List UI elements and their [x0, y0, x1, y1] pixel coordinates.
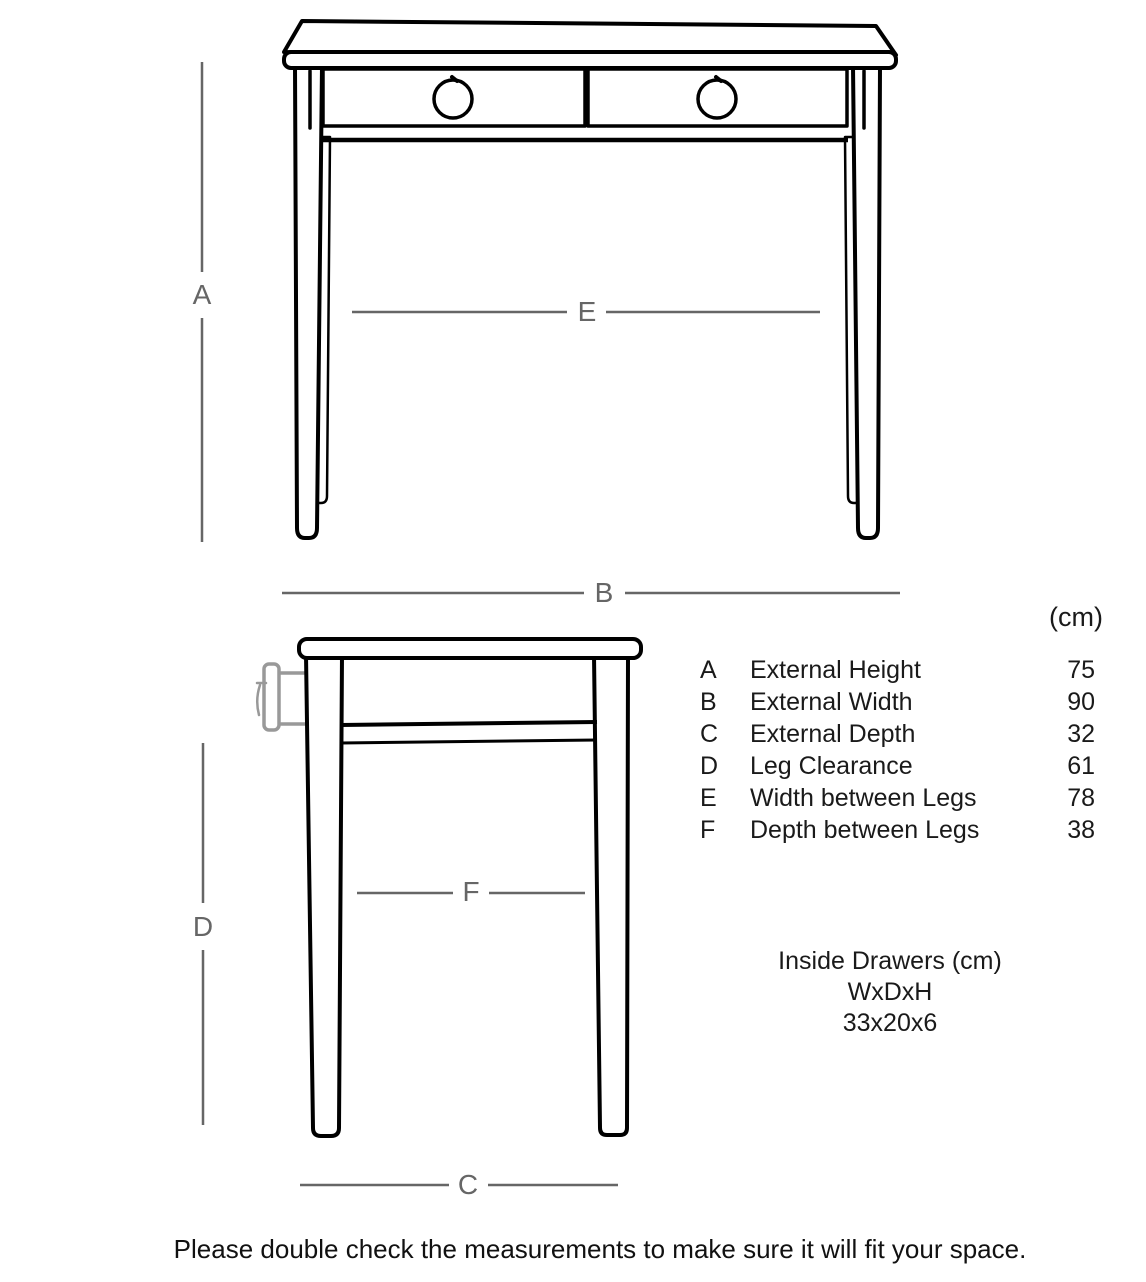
side-view-drawing: [257, 639, 641, 1136]
inside-drawers-size: 33x20x6: [842, 1009, 938, 1037]
row-value: 38: [1067, 816, 1095, 844]
row-key: A: [700, 656, 717, 684]
side-apron-rail-top: [341, 722, 597, 725]
footer-note: Please double check the measurements to make sure it will fit your space.: [173, 1234, 1027, 1264]
row-key: F: [700, 816, 716, 844]
drawer-front-panel: [264, 664, 279, 730]
front-tabletop-slab: [284, 21, 896, 55]
row-key: E: [700, 784, 717, 812]
table-row: [700, 686, 1095, 718]
side-right-leg: [594, 655, 628, 1135]
front-tabletop-edge: [284, 52, 896, 68]
inside-drawers-format: WxDxH: [847, 978, 933, 1006]
units-header: (cm): [1049, 602, 1103, 632]
row-value: 75: [1067, 656, 1095, 684]
table-row: [700, 718, 1095, 750]
row-key: D: [700, 752, 719, 780]
inside-drawers-block: [740, 946, 1040, 1039]
dim-label-e: E: [577, 296, 597, 327]
drawer-handle-side: [257, 685, 260, 715]
side-apron-rail-bottom: [341, 740, 597, 743]
dim-label-c: C: [457, 1169, 479, 1200]
dim-label-d: D: [192, 911, 214, 942]
row-name: External Depth: [750, 720, 916, 748]
row-name: External Width: [750, 688, 913, 716]
front-left-leg: [295, 66, 322, 538]
table-row: [700, 654, 1095, 686]
table-row: [700, 750, 1095, 782]
row-key: C: [700, 720, 719, 748]
row-key: B: [700, 688, 717, 716]
row-value: 61: [1067, 752, 1095, 780]
front-view-drawing: [284, 21, 896, 538]
dim-label-b: B: [594, 577, 614, 608]
row-name: Leg Clearance: [750, 752, 913, 780]
table-row: [700, 782, 1095, 814]
front-right-leg: [853, 66, 880, 538]
row-name: Depth between Legs: [750, 816, 980, 844]
table-row: [700, 814, 1095, 846]
row-name: Width between Legs: [750, 784, 977, 812]
row-name: External Height: [750, 656, 921, 684]
side-tabletop: [299, 639, 641, 658]
measurements-table: [700, 654, 1095, 846]
side-open-drawer: [257, 664, 310, 730]
row-value: 90: [1067, 688, 1095, 716]
inside-drawers-title: Inside Drawers (cm): [778, 947, 1002, 975]
side-left-leg: [306, 655, 342, 1136]
row-value: 78: [1067, 784, 1095, 812]
dim-label-f: F: [462, 876, 480, 907]
row-value: 32: [1067, 720, 1095, 748]
dim-label-a: A: [192, 279, 212, 310]
